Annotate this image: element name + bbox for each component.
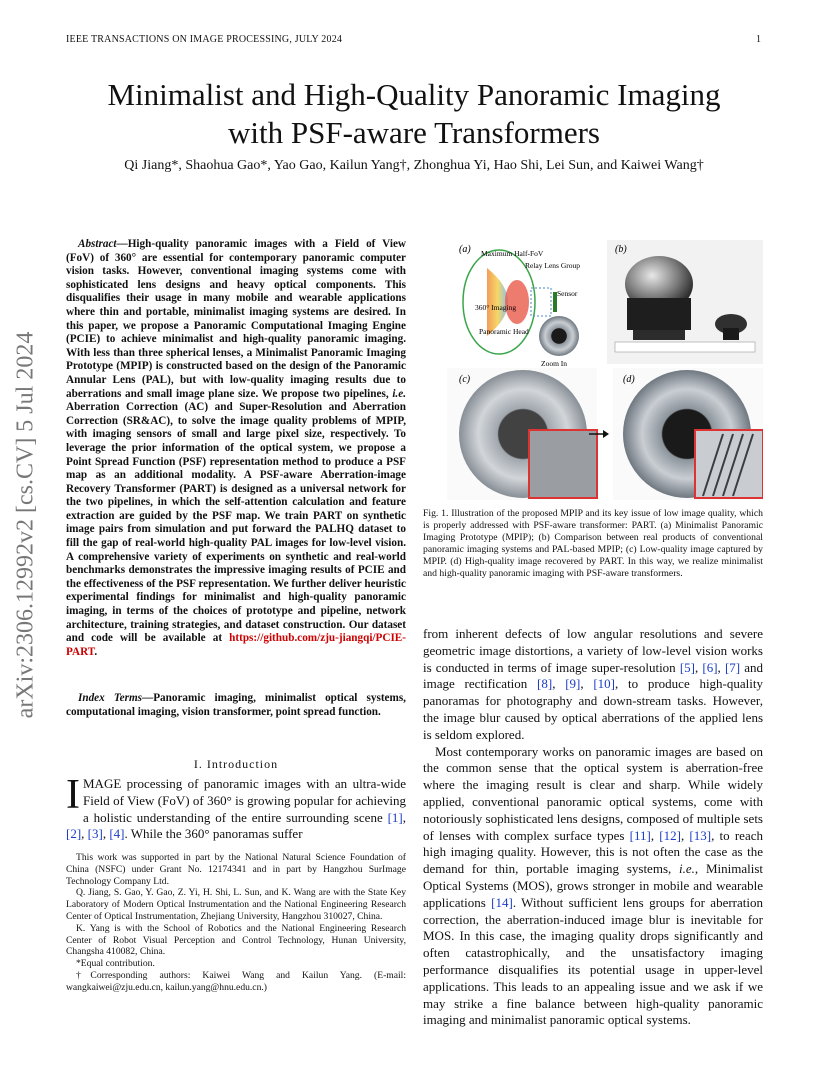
ref-link[interactable]: [1] — [387, 809, 403, 825]
code-link[interactable]: https://github.com/zju-jiangqi/PCIE-PART — [66, 632, 406, 658]
ref-link[interactable]: [14] — [491, 894, 513, 910]
panel-a-label: (a) — [459, 244, 471, 255]
label-imaging: 360° Imaging — [475, 303, 517, 312]
label-zoom: Zoom In — [541, 359, 568, 368]
ref-link[interactable]: [9] — [565, 676, 581, 692]
light-beam — [487, 268, 508, 336]
page-number: 1 — [756, 34, 761, 45]
intro-paragraph: IMAGE processing of panoramic images with an ultra-wide Field of View (FoV) of 360° is growing popular for achieving a holistic understanding of the entire surrounding scene [1], [2], [3], [4]. While the 360° panoramas suffer — [66, 772, 406, 842]
ref-link[interactable]: [5] — [679, 659, 695, 675]
figure-caption: Fig. 1. Illustration of the proposed MPIP and its key issue of low image quality, which is properly addressed with PSF-aware transformer: PART. (a) Minimalist Panoramic Imaging Prototype (MPIP); (b) Comparison between real products of conventional panoramic imaging systems and PAL-based MPIP; (c) Low-quality image captured by MPIP. (d) High-quality image recovered by PART. In this way, we realize minimalist and high-quality panoramic imaging with PSF-aware transformers. — [423, 508, 763, 579]
panoramic-head-lens — [505, 280, 529, 324]
ref-link[interactable]: [12] — [659, 827, 681, 843]
ref-link[interactable]: [3] — [87, 826, 103, 842]
drop-cap: I — [66, 772, 80, 818]
abstract: Abstract—High-quality panoramic images with a Field of View (FoV) of 360° are essential for contemporary panoramic computer vision tasks. However, conventional imaging systems come with sophisticated lens designs and heavy optical components. This disqualifies their usage in many mobile and wearable applications where thin and portable, minimalist imaging systems are desired. In this paper, we propose a Panoramic Computational Imaging Engine (PCIE) to achieve minimalist and high-quality panoramic imaging. With less than three spherical lenses, a Minimalist Panoramic Imaging Prototype (MPIP) is constructed based on the design of the Panoramic Annular Lens (PAL), but with low-quality imaging results due to aberrations and small image plane size. We propose two pipelines, i.e. Aberration Correction (AC) and Super-Resolution and Aberration Correction (SR&AC), to solve the image quality problems of MPIP, with imaging sensors of small and large pixel size, respectively. To leverage the prior information of the optical system, we propose a Point Spread Function (PSF) representation method to produce a PSF map as an additional modality. A PSF-aware Aberration-image Recovery Transformer (PART) is designed as a universal network for the two pipelines, in which the self-attention calculation and feature extraction are guided by the PSF map. We train PART on synthetic image pairs from simulation and put forward the PALHQ dataset to fill the gap of real-world high-quality PAL images for low-level vision. A comprehensive variety of experiments on synthetic and real-world benchmarks demonstrates the impressive imaging results of PCIE and the effectiveness of the PSF representation. We further deliver heuristic experimental findings for minimalist and high-quality panoramic imaging, in terms of the choices of prototype and pipeline, network architecture, training strategies, and dataset construction. Our dataset and code will be available at https://github.com/zju-jiangqi/PCIE-PART. — [66, 238, 406, 658]
ref-link[interactable]: [6] — [702, 659, 718, 675]
label-sensor: Sensor — [557, 289, 578, 298]
ref-link[interactable]: [10] — [593, 676, 616, 692]
footnote: Q. Jiang, S. Gao, Y. Gao, Z. Yi, H. Shi, L. Sun, and K. Wang are with the State Key Laboratory of Modern Optical Instrumentation and the National Engineering Research Center of Optical Instrumentation, Zhejiang University, Hangzhou 310027, China. — [66, 887, 406, 922]
mpip-body — [723, 328, 739, 340]
label-max-fov: Maximum Half-FoV — [481, 249, 544, 258]
footnote: †Corresponding authors: Kaiwei Wang and Kailun Yang. (E-mail: wangkaiwei@zju.edu.cn, kailun.yang@hnu.edu.cn.) — [66, 969, 406, 993]
conventional-lens-body — [627, 298, 691, 330]
section-heading: I. Introduction — [193, 757, 279, 771]
panel-d-label: (d) — [623, 374, 635, 385]
footnote: K. Yang is with the School of Robotics and the National Engineering Research Center of Robot Visual Perception and Control Technology, Hunan University, Changsha 410082, China. — [66, 922, 406, 958]
low-quality-zoom-inset — [529, 430, 597, 498]
footnote: This work was supported in part by the National Natural Science Foundation of China (NSFC) under Grant No. 12174341 and in part by Hangzhou SurImage Technology Company Ltd. — [66, 852, 406, 887]
ref-link[interactable]: [7] — [724, 659, 741, 675]
right-column-body — [423, 626, 763, 1029]
ref-link[interactable]: [2] — [66, 826, 82, 842]
panel-b-label: (b) — [615, 244, 627, 255]
panel-c-label: (c) — [459, 374, 471, 385]
conventional-lens-base — [633, 330, 685, 340]
index-terms: Index Terms—Panoramic imaging, minimalist optical systems, computational imaging, vision transformer, point spread function. — [66, 692, 406, 718]
ruler — [615, 342, 755, 352]
zoom-thumbnail — [539, 316, 579, 356]
figure-1-graphic — [447, 238, 763, 500]
author-list: Qi Jiang*, Shaohua Gao*, Yao Gao, Kailun Yang†, Zhonghua Yi, Hao Shi, Lei Sun, and Kaiwei Wang† — [124, 158, 704, 173]
label-head: Panoramic Head — [479, 327, 529, 336]
running-head: IEEE TRANSACTIONS ON IMAGE PROCESSING, JULY 2024 — [66, 34, 343, 45]
ref-link[interactable]: [13] — [689, 827, 712, 843]
label-relay: Relay Lens Group — [525, 261, 580, 270]
paper-title: Minimalist and High-Quality Panoramic Imaging with PSF-aware Transformers — [107, 77, 721, 150]
ref-link[interactable]: [11] — [629, 827, 651, 843]
figure-1 — [447, 238, 763, 500]
body-paragraph: Most contemporary works on panoramic images are based on the common sense that the optical system is aberration-free where the imaging result is clear and sharp. While widely applied, conventional panoramic optical systems, come with notoriously sophisticated lens designs, composed of multiple sets of lenses with complex surface types [11], [12], [13], to reach high imaging quality. However, this is not often the case as the demand for thin, portable imaging systems, i.e., Minimalist Optical Systems (MOS), grows stronger in mobile and wearable applications [14]. Without sufficient lens groups for aberration correction, the aberration-induced image blur is inevitable for MOS. In this case, the imaging quality drops significantly and often catastrophically, and the unsatisfactory imaging performance disqualifies its potential usage in upper-level applications. This leads to an appealing issue and we ask if we may strike a fine balance between high-quality panoramic imaging and minimalist panoramic optical systems. — [423, 743, 764, 1028]
arrow-right-icon — [603, 430, 609, 438]
body-paragraph: from inherent defects of low angular resolutions and severe geometric image distortions, a variety of low-level vision works is conducted in terms of image super-resolution [5], [6], [7] and image rectification [8], [9], [10], to produce high-quality panoramas for photography and down-stream tasks. However, the image blur caused by optical aberrations of the applied lens is seldom explored. — [423, 626, 764, 742]
footnote: *Equal contribution. — [76, 958, 155, 970]
ref-link[interactable]: [8] — [537, 676, 553, 692]
footnotes — [66, 852, 406, 994]
arxiv-stamp: arXiv:2306.12992v2 [cs.CV] 5 Jul 2024 — [12, 331, 39, 719]
ref-link[interactable]: [4] — [109, 826, 125, 842]
